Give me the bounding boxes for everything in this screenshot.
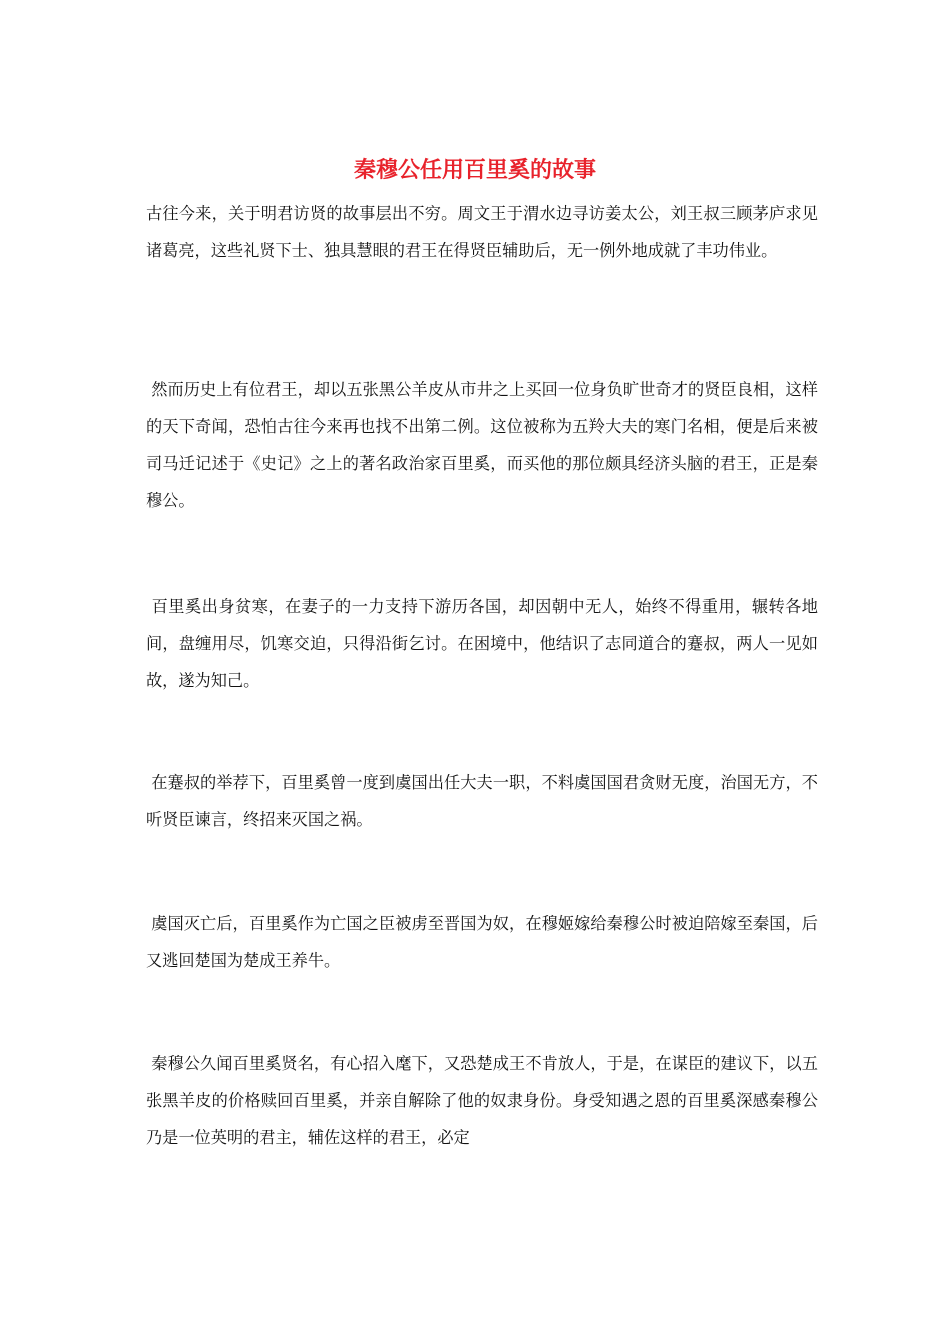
paragraph-5: 虞国灭亡后，百里奚作为亡国之臣被虏至晋国为奴，在穆姬嫁给秦穆公时被迫陪嫁至秦国，后又逃回楚国为楚成王养牛。 bbox=[146, 914, 818, 970]
paragraph-2: 然而历史上有位君王，却以五张黑公羊皮从市井之上买回一位身负旷世奇才的贤臣良相，这样的天下奇闻，恐怕古往今来再也找不出第二例。这位被称为五羚大夫的寒门名相，便是后来被司马迁记述于《史记》之上的著名政治家百里奚，而买他的那位颇具经济头脑的君王，正是秦穆公。 bbox=[146, 380, 818, 510]
paragraph-4: 在蹇叔的举荐下，百里奚曾一度到虞国出任大夫一职，不料虞国国君贪财无度，治国无方，不听贤臣谏言，终招来灭国之祸。 bbox=[146, 773, 818, 829]
document-title: 秦穆公任用百里奚的故事 bbox=[353, 157, 596, 183]
paragraph-6: 秦穆公久闻百里奚贤名，有心招入麾下，又恐楚成王不肯放人，于是，在谋臣的建议下，以五张黑羊皮的价格赎回百里奚，并亲自解除了他的奴隶身份。身受知遇之恩的百里奚深感秦穆公乃是一位英明的君主，辅佐这样的君王，必定 bbox=[146, 1054, 818, 1147]
paragraph-3: 百里奚出身贫寒，在妻子的一力支持下游历各国，却因朝中无人，始终不得重用，辗转各地间，盘缠用尽，饥寒交迫，只得沿街乞讨。在困境中，他结识了志同道合的蹇叔，两人一见如故，遂为知己。 bbox=[146, 597, 818, 690]
paragraph-1: 古往今来，关于明君访贤的故事层出不穷。周文王于渭水边寻访姜太公，刘王叔三顾茅庐求见诸葛亮，这些礼贤下士、独具慧眼的君王在得贤臣辅助后，无一例外地成就了丰功伟业。 bbox=[146, 204, 818, 260]
